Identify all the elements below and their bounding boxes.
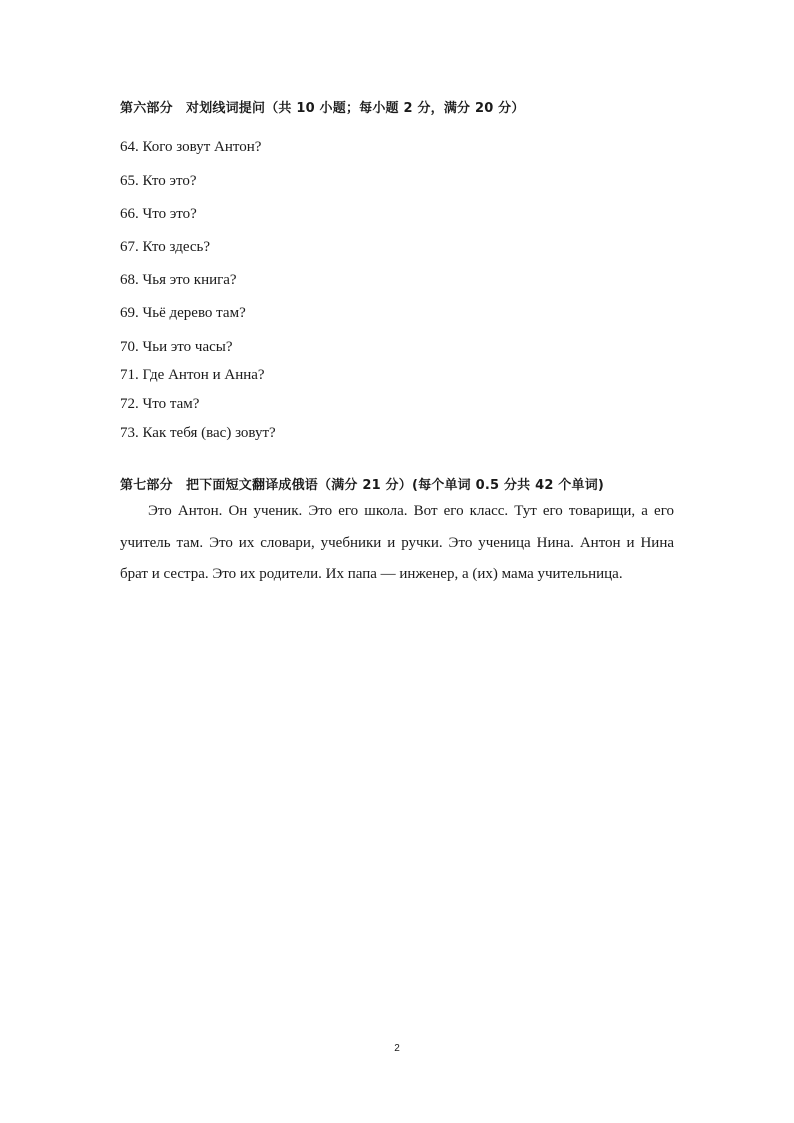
question-73: 73. Как тебя (вас) зовут? — [120, 425, 276, 441]
question-68: 68. Чья это книга? — [120, 272, 237, 288]
section-6-heading: 第六部分 对划线词提问（共 10 小题；每小题 2 分，满分 20 分） — [120, 101, 525, 116]
question-66: 66. Что это? — [120, 206, 197, 222]
question-71: 71. Где Антон и Анна? — [120, 367, 265, 383]
question-65: 65. Кто это? — [120, 173, 197, 189]
question-67: 67. Кто здесь? — [120, 239, 211, 255]
question-69: 69. Чьё дерево там? — [120, 305, 246, 321]
question-64: 64. Кого зовут Антон? — [120, 139, 262, 155]
question-70: 70. Чьи это часы? — [120, 339, 233, 355]
translation-passage: Это Антон. Он ученик. Это его школа. Вот его класс. Тут его товарищи, а его учитель там. Это их словари, учебники и ручки. Это ученица Нина. Антон и Нина брат и сестра. Это их родители. Их папа — инженер, а (их) мама учительница. — [120, 503, 674, 582]
page-number: 2 — [394, 1043, 400, 1054]
section-7-heading: 第七部分 把下面短文翻译成俄语（满分 21 分）(每个单词 0.5 分共 42 个单词) — [120, 478, 605, 493]
question-72: 72. Что там? — [120, 396, 200, 412]
